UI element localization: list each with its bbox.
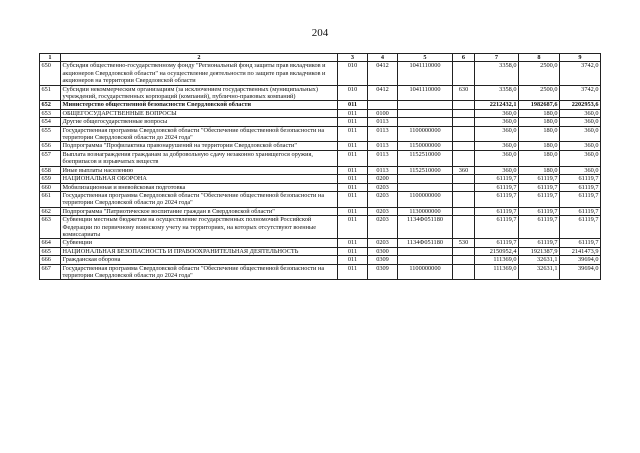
row-number: 657 <box>40 150 61 166</box>
ministry-code: 011 <box>338 166 368 174</box>
target-article-code: 1152510000 <box>398 166 453 174</box>
row-name: ОБЩЕГОСУДАРСТВЕННЫЕ ВОПРОСЫ <box>61 109 338 117</box>
amount-year-1: 3358,0 <box>475 62 519 85</box>
ministry-code: 011 <box>338 109 368 117</box>
amount-year-3: 61119,7 <box>560 216 601 239</box>
amount-year-3: 360,0 <box>560 142 601 150</box>
column-header-5: 5 <box>398 54 453 62</box>
expense-type-code <box>453 126 475 142</box>
section-code <box>368 101 398 109</box>
target-article-code <box>398 101 453 109</box>
target-article-code <box>398 118 453 126</box>
amount-year-3: 360,0 <box>560 166 601 174</box>
target-article-code: 1130000000 <box>398 207 453 215</box>
ministry-code: 011 <box>338 247 368 255</box>
expense-type-code <box>453 191 475 207</box>
row-name: Государственная программа Свердловской области "Обеспечение общественной безопасности на территории Свердловской области до 2024 года" <box>61 191 338 207</box>
row-number: 662 <box>40 207 61 215</box>
row-name: НАЦИОНАЛЬНАЯ ОБОРОНА <box>61 175 338 183</box>
target-article-code: 1134Ф051180 <box>398 239 453 247</box>
expense-type-code <box>453 264 475 280</box>
amount-year-3: 360,0 <box>560 126 601 142</box>
section-code: 0412 <box>368 62 398 85</box>
target-article-code <box>398 109 453 117</box>
amount-year-2: 180,0 <box>519 126 560 142</box>
amount-year-3: 3742,0 <box>560 62 601 85</box>
row-name: Гражданская оборона <box>61 256 338 264</box>
row-number: 659 <box>40 175 61 183</box>
row-number: 664 <box>40 239 61 247</box>
expense-type-code <box>453 183 475 191</box>
table-row <box>40 183 601 191</box>
ministry-code: 010 <box>338 85 368 101</box>
target-article-code <box>398 256 453 264</box>
expense-type-code <box>453 256 475 264</box>
section-code: 0203 <box>368 191 398 207</box>
target-article-code <box>398 183 453 191</box>
amount-year-2: 61119,7 <box>519 175 560 183</box>
row-number: 654 <box>40 118 61 126</box>
amount-year-1: 360,0 <box>475 126 519 142</box>
amount-year-3: 2141473,9 <box>560 247 601 255</box>
amount-year-2: 1921387,9 <box>519 247 560 255</box>
table-row <box>40 264 601 280</box>
expense-type-code <box>453 247 475 255</box>
section-code: 0113 <box>368 118 398 126</box>
amount-year-2: 61119,7 <box>519 239 560 247</box>
section-code: 0113 <box>368 142 398 150</box>
column-header-4: 4 <box>368 54 398 62</box>
section-code: 0113 <box>368 126 398 142</box>
row-name: Иные выплаты населению <box>61 166 338 174</box>
target-article-code: 1150000000 <box>398 142 453 150</box>
section-code: 0309 <box>368 264 398 280</box>
table-row <box>40 256 601 264</box>
amount-year-2: 180,0 <box>519 118 560 126</box>
amount-year-1: 360,0 <box>475 109 519 117</box>
target-article-code: 1100000000 <box>398 264 453 280</box>
row-name: НАЦИОНАЛЬНАЯ БЕЗОПАСНОСТЬ И ПРАВООХРАНИТЕЛЬНАЯ ДЕЯТЕЛЬНОСТЬ <box>61 247 338 255</box>
table-row <box>40 247 601 255</box>
row-number: 651 <box>40 85 61 101</box>
row-name: Мобилизационная и вневойсковая подготовка <box>61 183 338 191</box>
table-row <box>40 118 601 126</box>
ministry-code: 010 <box>338 62 368 85</box>
amount-year-2: 61119,7 <box>519 183 560 191</box>
expense-type-code <box>453 101 475 109</box>
ministry-code: 011 <box>338 183 368 191</box>
row-number: 653 <box>40 109 61 117</box>
row-name: Министерство общественной безопасности Свердловской области <box>61 101 338 109</box>
target-article-code: 1152510000 <box>398 150 453 166</box>
amount-year-1: 61119,7 <box>475 216 519 239</box>
amount-year-3: 2202953,6 <box>560 101 601 109</box>
table-row <box>40 62 601 85</box>
page-number: 204 <box>311 27 329 39</box>
column-header-6: 6 <box>453 54 475 62</box>
amount-year-2: 180,0 <box>519 142 560 150</box>
row-number: 650 <box>40 62 61 85</box>
table-header-row <box>40 54 601 62</box>
expense-type-code: 360 <box>453 166 475 174</box>
row-number: 655 <box>40 126 61 142</box>
amount-year-3: 360,0 <box>560 150 601 166</box>
column-header-1: 1 <box>40 54 61 62</box>
row-name: Другие общегосударственные вопросы <box>61 118 338 126</box>
row-number: 665 <box>40 247 61 255</box>
expense-type-code <box>453 175 475 183</box>
amount-year-1: 360,0 <box>475 142 519 150</box>
amount-year-1: 61119,7 <box>475 183 519 191</box>
row-name: Государственная программа Свердловской области "Обеспечение общественной безопасности на территории Свердловской области до 2024 года" <box>61 264 338 280</box>
amount-year-1: 111369,0 <box>475 264 519 280</box>
amount-year-2: 180,0 <box>519 109 560 117</box>
amount-year-3: 61119,7 <box>560 191 601 207</box>
amount-year-3: 360,0 <box>560 118 601 126</box>
section-code: 0300 <box>368 247 398 255</box>
expense-type-code <box>453 207 475 215</box>
section-code: 0203 <box>368 207 398 215</box>
amount-year-1: 2150952,4 <box>475 247 519 255</box>
amount-year-3: 61119,7 <box>560 207 601 215</box>
row-number: 666 <box>40 256 61 264</box>
row-name: Выплата вознаграждения гражданам за добровольную сдачу незаконно хранящегося оружия, боеприпасов и взрывчатых веществ <box>61 150 338 166</box>
amount-year-1: 111369,0 <box>475 256 519 264</box>
expense-type-code <box>453 118 475 126</box>
amount-year-2: 1982687,6 <box>519 101 560 109</box>
row-number: 663 <box>40 216 61 239</box>
column-header-3: 3 <box>338 54 368 62</box>
row-name: Государственная программа Свердловской области "Обеспечение общественной безопасности на территории Свердловской области до 2024 года" <box>61 126 338 142</box>
section-code: 0412 <box>368 85 398 101</box>
section-code: 0203 <box>368 183 398 191</box>
amount-year-3: 61119,7 <box>560 175 601 183</box>
amount-year-2: 180,0 <box>519 150 560 166</box>
expense-type-code <box>453 62 475 85</box>
ministry-code: 011 <box>338 216 368 239</box>
ministry-code: 011 <box>338 101 368 109</box>
row-number: 652 <box>40 101 61 109</box>
amount-year-2: 61119,7 <box>519 216 560 239</box>
table-row <box>40 166 601 174</box>
ministry-code: 011 <box>338 191 368 207</box>
ministry-code: 011 <box>338 239 368 247</box>
expense-type-code <box>453 150 475 166</box>
section-code: 0113 <box>368 166 398 174</box>
table-row <box>40 175 601 183</box>
table-row <box>40 126 601 142</box>
amount-year-2: 61119,7 <box>519 191 560 207</box>
amount-year-1: 3358,0 <box>475 85 519 101</box>
amount-year-2: 61119,7 <box>519 207 560 215</box>
section-code: 0203 <box>368 216 398 239</box>
amount-year-3: 61119,7 <box>560 183 601 191</box>
table-row <box>40 216 601 239</box>
amount-year-2: 2500,0 <box>519 85 560 101</box>
section-code: 0203 <box>368 239 398 247</box>
ministry-code: 011 <box>338 150 368 166</box>
ministry-code: 011 <box>338 264 368 280</box>
table-body <box>40 62 601 280</box>
amount-year-3: 3742,0 <box>560 85 601 101</box>
section-code: 0200 <box>368 175 398 183</box>
amount-year-1: 360,0 <box>475 166 519 174</box>
ministry-code: 011 <box>338 207 368 215</box>
ministry-code: 011 <box>338 175 368 183</box>
column-header-7: 7 <box>475 54 519 62</box>
expense-type-code: 530 <box>453 239 475 247</box>
row-number: 660 <box>40 183 61 191</box>
section-code: 0100 <box>368 109 398 117</box>
amount-year-2: 180,0 <box>519 166 560 174</box>
section-code: 0309 <box>368 256 398 264</box>
row-name: Подпрограмма "Профилактика правонарушений на территории Свердловской области" <box>61 142 338 150</box>
target-article-code: 1041110000 <box>398 62 453 85</box>
expense-type-code <box>453 109 475 117</box>
section-code: 0113 <box>368 150 398 166</box>
column-header-2: 2 <box>61 54 338 62</box>
column-header-8: 8 <box>519 54 560 62</box>
amount-year-3: 39694,0 <box>560 256 601 264</box>
target-article-code <box>398 175 453 183</box>
amount-year-1: 61119,7 <box>475 207 519 215</box>
table-row <box>40 150 601 166</box>
amount-year-3: 39694,0 <box>560 264 601 280</box>
ministry-code: 011 <box>338 142 368 150</box>
expense-type-code <box>453 216 475 239</box>
target-article-code: 1100000000 <box>398 126 453 142</box>
row-number: 661 <box>40 191 61 207</box>
row-name: Субсидия общественно-государственному фонду "Региональный фонд защиты прав вкладчиков и акционеров Свердловской области" на осуществление деятельности по защите прав вкладчиков и акционеров на территории Свердловской области <box>61 62 338 85</box>
amount-year-2: 2500,0 <box>519 62 560 85</box>
row-name: Субвенции местным бюджетам на осуществление государственных полномочий Российской Федерации по первичному воинскому учету на территориях, на которых отсутствуют военные комиссариаты <box>61 216 338 239</box>
budget-table <box>39 53 601 280</box>
amount-year-2: 32631,1 <box>519 256 560 264</box>
table-row <box>40 207 601 215</box>
ministry-code: 011 <box>338 126 368 142</box>
table-row <box>40 142 601 150</box>
amount-year-1: 61119,7 <box>475 191 519 207</box>
expense-type-code <box>453 142 475 150</box>
target-article-code: 1134Ф051180 <box>398 216 453 239</box>
table-row <box>40 109 601 117</box>
column-header-9: 9 <box>560 54 601 62</box>
row-name: Подпрограмма "Патриотическое воспитание граждан в Свердловской области" <box>61 207 338 215</box>
target-article-code: 1041110000 <box>398 85 453 101</box>
row-number: 658 <box>40 166 61 174</box>
ministry-code: 011 <box>338 256 368 264</box>
row-name: Субвенции <box>61 239 338 247</box>
amount-year-1: 61119,7 <box>475 175 519 183</box>
amount-year-3: 61119,7 <box>560 239 601 247</box>
table-row <box>40 239 601 247</box>
row-number: 667 <box>40 264 61 280</box>
amount-year-1: 360,0 <box>475 118 519 126</box>
amount-year-1: 61119,7 <box>475 239 519 247</box>
row-number: 656 <box>40 142 61 150</box>
amount-year-1: 2212432,1 <box>475 101 519 109</box>
amount-year-1: 360,0 <box>475 150 519 166</box>
ministry-code: 011 <box>338 118 368 126</box>
table-row <box>40 85 601 101</box>
amount-year-2: 32631,1 <box>519 264 560 280</box>
row-name: Субсидии некоммерческим организациям (за исключением государственных (муниципальных) учреждений, государственных корпораций (компаний), публично-правовых компаний) <box>61 85 338 101</box>
table-row <box>40 191 601 207</box>
amount-year-3: 360,0 <box>560 109 601 117</box>
expense-type-code: 630 <box>453 85 475 101</box>
target-article-code <box>398 247 453 255</box>
table-row <box>40 101 601 109</box>
target-article-code: 1100000000 <box>398 191 453 207</box>
